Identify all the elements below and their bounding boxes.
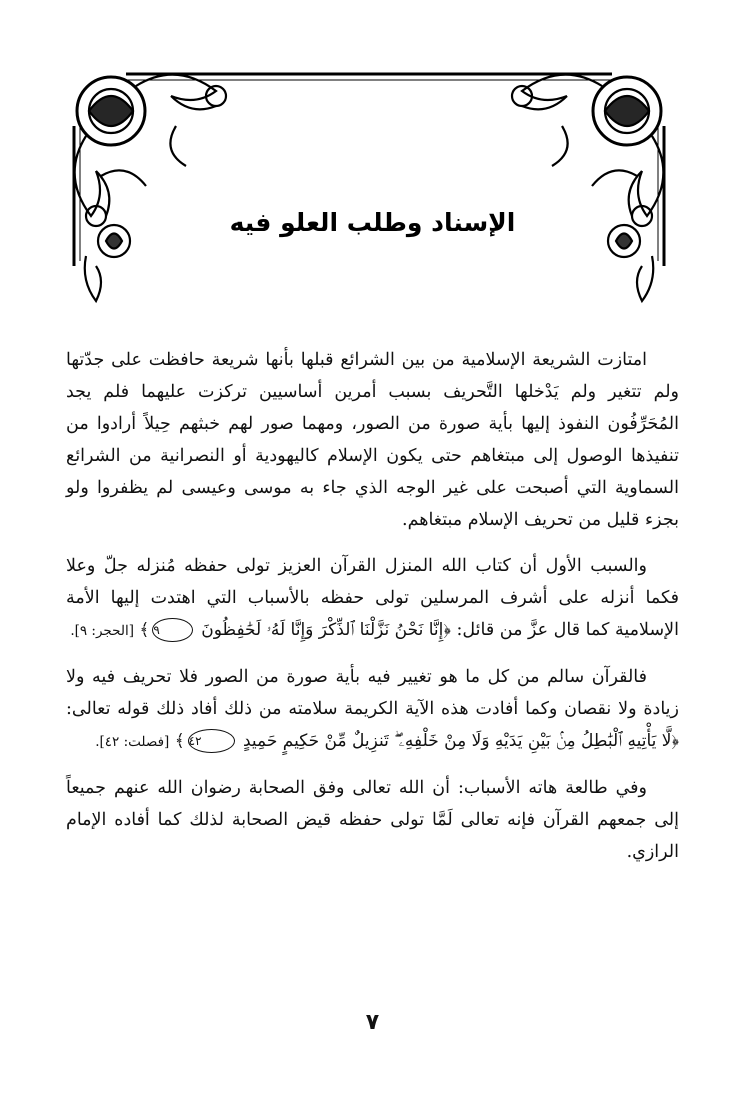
verse-number-marker: ٩: [152, 618, 192, 642]
verse-2-open-bracket: ﴿: [671, 731, 679, 751]
verse-2-reference: [فصلت: ٤٢].: [95, 734, 170, 750]
paragraph-3: [66, 661, 679, 758]
quran-verse-1: [134, 620, 451, 640]
verse-1-reference: [الحجر: ٩].: [70, 623, 134, 639]
body-text: [66, 344, 679, 882]
paragraph-3-text: فالقرآن سالم من كل ما هو تغيير فيه بأية صورة من الصور فلا تحريف فيه ولا زيادة ولا نقصان وكما أفادت هذه الآية الكريمة سلامته من ذلك أفاد ذلك قوله تعالى:: [66, 667, 679, 719]
paragraph-4: وفي طالعة هاته الأسباب: أن الله تعالى وفق الصحابة رضوان الله عنهم جميعاً إلى جمعهم القرآن فإنه تعالى لَمَّا تولى حفظه قيض الصحابة لذلك كما أفاده الإمام الرازي.: [66, 778, 679, 862]
verse-2-close-bracket: ﴾: [174, 731, 185, 751]
verse-number-marker: ٤٢: [188, 729, 235, 753]
verse-1-open-bracket: ﴿: [443, 620, 451, 640]
verse-2-text: لَّا يَأْتِيهِ ٱلْبَٰطِلُ مِنۢ بَيْنِ يَدَيْهِ وَلَا مِنْ خَلْفِهِۦ ۖ تَنزِيلٌ مِّنْ حَكِيمٍ حَمِيدٍ: [242, 731, 672, 751]
floral-frame-icon: [66, 66, 672, 306]
ornamental-title-frame: [66, 66, 672, 306]
paragraph-2-text: والسبب الأول أن كتاب الله المنزل القرآن العزيز تولى حفظه مُنزله جلّ وعلا فكما أنزله على أشرف المرسلين تولى حفظه بالأسباب التي اهتدت إليها الأمة الإسلامية كما قال عزَّ من قائل:: [66, 556, 679, 640]
paragraph-2: [66, 550, 679, 647]
paragraph-1: امتازت الشريعة الإسلامية من بين الشرائع قبلها بأنها شريعة حافظت على جدّتها ولم تتغير ولم يَدْخلها التَّحريف بسبب أمرين أساسيين تركزت عليهما فلم يجد المُحَرِّفُون النفوذ إليها بأية صورة من الصور، ومهما صور لهم خبثهم حِيلاً أرادوا من تنفيذها الوصول إلى مبتغاهم حتى يكون الإسلام كاليهودية أو النصرانية من الشرائع السماوية التي أصبحت على غير الوجه الذي جاء به موسى وعيسى لم يظفروا ولو بجزء قليل من تحريف الإسلام مبتغاهم.: [66, 350, 679, 530]
verse-1-close-bracket: ﴾: [139, 620, 150, 640]
page-number: ٧: [365, 1010, 380, 1035]
quran-verse-2: [169, 731, 679, 751]
chapter-title: الإسناد وطلب العلو فيه: [229, 208, 516, 237]
verse-1-text: إِنَّا نَحْنُ نَزَّلْنَا ٱلذِّكْرَ وَإِنَّا لَهُۥ لَحَٰفِظُونَ: [201, 620, 444, 640]
